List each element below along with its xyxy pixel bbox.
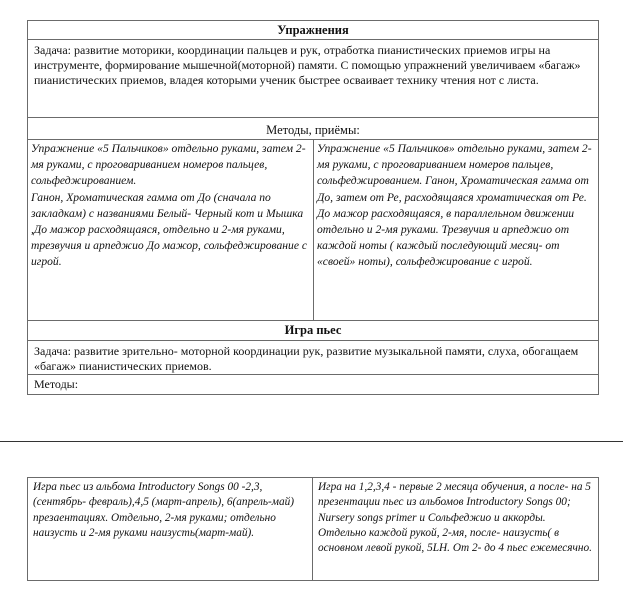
pieces-methods-table xyxy=(27,477,599,581)
page-separator xyxy=(0,441,623,442)
methods-right-cell: Упражнение «5 Пальчиков» отдельно руками, затем 2-мя руками, с проговариванием номеров пальцев, сольфеджированием. Ганон, Хроматическая гамма от До, затем от Ре, расходящаяся хроматическая от Ре. До мажор расходящаяся, в параллельном движении отдельно и 2-мя руками. Трезвучия и арпеджио от каждой ноты ( каждый последующий месяц- от «своей» ноты), сольфеджирование с игрой. xyxy=(314,140,599,321)
pieces-header: Игра пьес xyxy=(28,321,599,341)
methods-left-cell: Упражнение «5 Пальчиков» отдельно руками, затем 2-мя руками, с проговариванием номеров пальцев, сольфеджированием. Ганон, Хроматическая гамма от До (сначала по закладкам) с названиями Белый- Черный кот и Мышка ,До мажор расходящаяся, отдельно и 2-мя руками, трезвучия и арпеджио До мажор, сольфеджирование с игрой. xyxy=(28,140,314,321)
pieces-right-cell: Игра на 1,2,3,4 - первые 2 месяца обучения, а после- на 5 презентации пьес из альбомов Introductory Songs 00; Nursery songs primer и Сольфеджио и аккорды. Отдельно каждой рукой, 2-мя, после- наизусть( в основном левой рукой, 5LH. От 2- до 4 пьес ежемесячно. xyxy=(313,478,599,581)
exercises-table xyxy=(27,20,599,395)
pieces-left-cell: Игра пьес из альбома Introductory Songs 00 -2,3,(сентябрь- февраль),4,5 (март-апрель), 6(апрель-май) презаентациях. Отдельно, 2-мя руками; отдельно наизусть и 2-мя руками наизусть(март-май). xyxy=(28,478,313,581)
exercises-header: Упражнения xyxy=(28,21,599,40)
pieces-methods-label: Методы: xyxy=(28,375,599,395)
methods-header: Методы, приёмы: xyxy=(28,118,599,140)
exercises-task-text: Задача: развитие моторики, координации пальцев и рук, отработка пианистических приемов игры на инструменте, формирование мышечной(моторной) памяти. С помощью упражнений увеличиваем «багаж» пианистических приемов, владея которыми ученик быстрее осваивает технику чтения нот с листа. xyxy=(28,40,599,118)
pieces-task-text: Задача: развитие зрительно- моторной координации рук, развитие музыкальной памяти, слуха, обогащаем «багаж» пианистических приемов. xyxy=(28,341,599,375)
